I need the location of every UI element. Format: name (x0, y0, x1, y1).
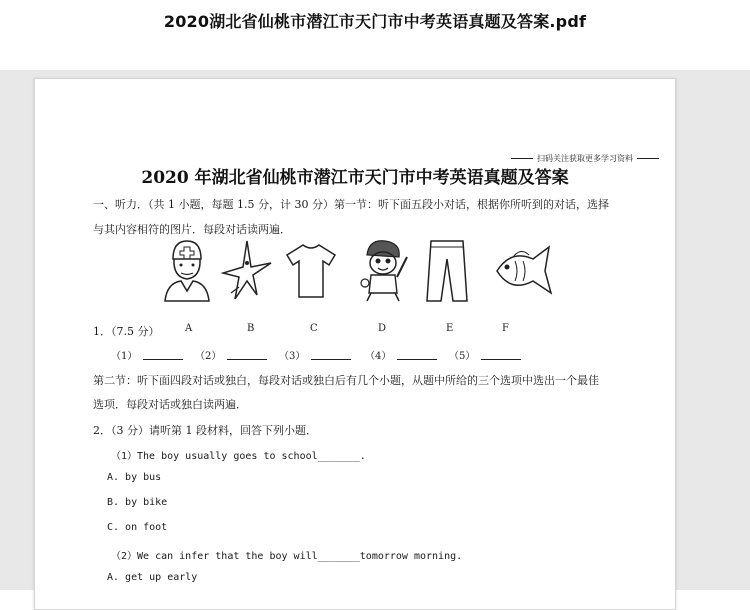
section2-line2: 选项．每段对话或独白读两遍． (93, 398, 247, 411)
plane-icon (221, 237, 273, 303)
section1-line1: 一、听力．（共 1 小题，每题 1.5 分，计 30 分）第一节：听下面五段小对话，根据你所听到的对话，选择 (93, 198, 609, 211)
viewer-toolbar (0, 0, 750, 70)
q1-label: 1．（7.5 分） (93, 325, 160, 338)
fish-icon (491, 237, 557, 303)
q1-letter-b: B (247, 323, 255, 334)
q1-blank-4[interactable]: （4） (365, 347, 437, 362)
q2-label: 2．（3 分）请听第 1 段材料，回答下列小题． (93, 424, 317, 437)
q2-sub1: （1）The boy usually goes to school_______. (111, 451, 366, 462)
q1-letter-e: E (446, 323, 454, 334)
q2-sub1-option-b: B. by bike (107, 497, 168, 508)
q2-sub1-option-c: C. on foot (107, 522, 168, 533)
pdf-page (34, 78, 676, 610)
document-title: 2020湖北省仙桃市潜江市天门市中考英语真题及答案.pdf (163, 12, 587, 31)
q2-sub1-option-a: A. by bus (107, 472, 162, 483)
trousers-icon (421, 237, 473, 303)
section2-line1: 第二节：听下面四段对话或独白，每段对话或独白后有几个小题，从题中所给的三个选项中选出一个最佳 (93, 374, 599, 387)
q1-letter-d: D (378, 323, 387, 334)
q2-sub2-option-a: A. get up early (107, 572, 198, 583)
q1-blank-5[interactable]: （5） (449, 347, 521, 362)
section1-line2: 与其内容相符的图片．每段对话读两遍． (93, 223, 291, 236)
paper-title: 2020 年湖北省仙桃市潜江市天门市中考英语真题及答案 (141, 168, 569, 188)
q1-letter-c: C (310, 323, 318, 334)
q1-blank-3[interactable]: （3） (279, 347, 351, 362)
tshirt-icon (285, 237, 337, 303)
baseball-boy-icon (357, 237, 409, 303)
document-viewport[interactable] (0, 70, 750, 590)
doctor-icon (161, 237, 213, 303)
q1-letter-f: F (502, 323, 509, 334)
q1-blank-1[interactable]: （1） (111, 347, 183, 362)
picture-row (157, 237, 557, 307)
q2-sub2: （2）We can infer that the boy will_______tomorrow morning. (111, 551, 463, 562)
watermark-text: 扫码关注获取更多学习资料 (537, 154, 633, 163)
q1-blank-2[interactable]: （2） (195, 347, 267, 362)
q1-letter-a: A (185, 323, 193, 334)
